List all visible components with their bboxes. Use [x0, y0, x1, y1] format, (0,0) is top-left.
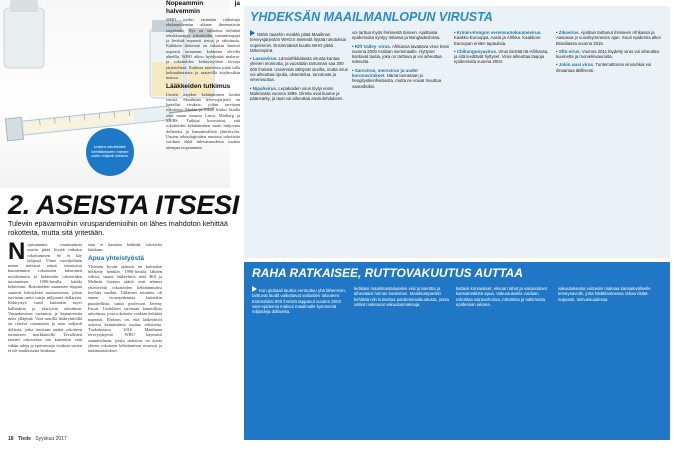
sars-heading: Sarsvirus, mersvirus ja uudet koronavirukset.	[352, 67, 418, 79]
rift-text: Afrikassa tavattava virus levisi vuonna 2000 Arabian niemimaalle. Hyttyset kantavat tautia, joka on tarttuva ja voi aiheuttaa sokeutta.	[352, 43, 450, 65]
chik-text: Virus kiertää Itä-Afrikassa, ja sitä levittävät hyttyset. Virus aiheuttaa laajoja epidemioita vuonna 2004.	[454, 48, 549, 65]
photo-caption: Uusien rokotteiden kehittämiseen menee usein miljardi dollaria.	[91, 144, 129, 159]
column-1-text: opeutamme varautumista uusiin pitää löytää ratkaisu rokottumisen. Se ei käy helposti. Viime vuosikolmen menet tarttuvat nämä sitoutuivat kuumemmin rokotusten tuleminen myöhemmin ja kehitettiin rokotteiden tuottaminen. 1980-luvulla kaikki kehitettiin. Rokotteiden saaminen riippuu suuresti kehityksen tuottamisesta, johon tarvitaan usein satoja miljoonia dollareita. Kehitystyö vaatii kuitenkin myös hallituksia ja yksityistä rahoitusta. Varaudumisen tuotantoa ja kapasiteettia tulee ylläpitää. Vain suurilla lääkeyhtiöillä on riittävä osaaminen ja noin miljardi dollaria, jotka tarvitaan uuden rokotteen tuomiseen markkinoille. Tavallisten tautien rokotteista saa kuitenkin vain vähän tuloja ja epävarmoja viruksia varten ei ole markkinoita lainkaan.	[8, 242, 82, 353]
sfts-heading: Sfts-virus.	[558, 48, 581, 54]
nipah-cont: voi tarttua myös ihmisestä toiseen. Ajoittaisia epidemioita syntyy Intiassa ja Bangladeshissa.	[352, 30, 441, 41]
virus-col-1: Nähin tautehin meidän pitää Maailman terveysjärjestön WHO:n mielestä löytää rokotuksia nopeimmin. Ensimmäisiä kuutta WHO pitää tärkeimpinä. • Lassavirus. Länsiafrikkalaista virusta kantaa yleinen monirotta, ja vuosittain tartunnan saa 300 000 ihmistä. Useimmat välttyvät oireilta, mutta virus voi aiheuttaa ripulia, oksentelua, turvotusta ja verenvuotoa. • Nipahvirus. Lepakoiden virus löytyi ensin Malesiasta vuonna 1999. Oireita ovat kuume ja päänsärky, ja tauti voi aiheuttaa aivotulehduksen.	[250, 32, 348, 102]
raha-text-4: vakuutuksesta voitaisiin maksaa kansainväliselle terveysavulle, jotta hätätilanteessa rahaa riittää nopeasti, tulevaisuudessa.	[558, 286, 651, 302]
virus-sidebar-title: YHDEKSÄN MAAILMANLOPUN VIRUSTA	[250, 10, 493, 24]
subheading-nopeammin: Nopeammin ja halvemmin	[166, 0, 240, 15]
nipah-text: Lepakoiden virus löytyi ensin Malesiasta vuonna 1999. Oireita ovat kuume ja päänsärky, ja tauti voi aiheuttaa aivotulehduksen.	[250, 85, 344, 102]
raha-col-4	[558, 286, 662, 434]
krim-text: Kaakko-Eurooppa, Aasia ja Afrikka. Kaakkois-Euroopan eniten tapauksia.	[454, 35, 542, 46]
sars-text: Nämä tunnetaan jo hengitystieinfektioista, mutta ne voivat muuttua vaarallisiksi.	[352, 73, 442, 89]
column-3-text-b: Uusien aseiden kehittäminen kestää vuosia. Maailman terveysjärjestö on luetellut viruksia, joihin tarvitaan rokotteita. Ebolan ja Zikan lisäksi listalla ovat muun muassa Lassa, Marburg ja MERS. Tutkijat korostavat, että rokotteiden kehittäminen vaatii miljoonia dollareita ja kansainvälistä yhteistyötä. Uusien teknologioiden ansiosta rokotteita voidaan ehkä tulevaisuudessa tuottaa aiempaa nopeammin.	[166, 91, 240, 150]
raha-col-1	[252, 286, 348, 434]
photo-caption-badge	[86, 128, 134, 176]
page-number: 18	[8, 436, 14, 442]
raha-title: RAHA RATKAISEE, RUTTOVAKUUTUS AUTTAA	[252, 266, 523, 280]
magazine-name: Tiede	[17, 436, 31, 442]
zika-text: Ajoittain tarttunut ihmiseen Afrikassa ja Aasiassa jo vuosikymmenen ajan. Suuri epidemia alkoi Brasiliassa vuonna 2015.	[556, 30, 661, 46]
subheading-laakkeiden: Lääkkeiden tutkimus	[166, 82, 231, 90]
article-column-3	[166, 0, 240, 424]
lassa-text: Länsiafrikkalaista virusta kantaa yleinen monirotta, ja vuosittain tartunnan saa 300 000 ihmistä. Useimmat välttyvät oireilta, mutta virus voi aiheuttaa ripulia, oksentelua, turvotusta ja verenvuotoa.	[250, 56, 348, 83]
article-heading: 2. ASEISTA ITSESI	[8, 190, 239, 220]
sfts-text: Vuonna 2011 löydetty virus voi aiheuttaa kuumetta ja monielinvaurioita.	[556, 48, 659, 60]
virus-col-4: • Zikavirus. Ajoittain tarttunut ihmiseen Afrikassa ja Aasiassa jo vuosikymmenen ajan. Suuri epidemia alkoi Brasiliassa vuonna 2015. • Sfts-virus. Vuonna 2011 löydetty virus voi aiheuttaa kuumetta ja monielinvaurioita. • Jokin uusi virus. Tuntemattomia virusuhkia voi ilmaantua äkillisesti.	[556, 30, 661, 73]
subheading-apua: Apua yhteistyöstä	[88, 254, 144, 262]
virus-col-2: voi tarttua myös ihmisestä toiseen. Ajoittaisia epidemioita syntyy Intiassa ja Bangladeshissa. • Rift Valley -virus. Afrikassa tavattava virus levisi vuonna 2000 Arabian niemimaalle. Hyttyset kantavat tautia, joka on tarttuva ja voi aiheuttaa sokeutta. • Sarsvirus, mersvirus ja uudet koronavirukset. Nämä tunnetaan jo hengitystieinfektioista, mutta ne voivat muuttua vaarallisiksi.	[352, 30, 450, 89]
nipah-heading: Nipahvirus.	[252, 85, 278, 91]
bullet-arrow-icon	[250, 30, 255, 36]
column-3-text: WHO pyrkii etsimään ratkaisuja ebolaepidemian aikana ilmenneisiin ongelmiin. Nyt on tarkoitus kehittää tehokkaampia rokotteiden tuotantotapoja ja levittää nopeasti tietoa ja rahoitusta. Kaikkein tärkeintä on rokottaa ihmiset nopeasti tartunnan kohteena olevilla alueilla. WHO aikoo hyödyntää malaria- ja rokotteiden kehitystyöhön luotuja järjestelmiä. Kaikista tuotteista pitää tulla kohtuuhintaisia ja saatavilla köyhissäkin maissa.	[166, 17, 240, 81]
article-column-1	[8, 242, 82, 424]
article-column-2	[88, 242, 162, 424]
column-2-text: taan ei kannata kehittää rokotteita lainkaan.	[88, 242, 162, 253]
issue-date: Syyskuu 2017	[35, 436, 67, 442]
new-virus-text: Tuntemattomia virusuhkia voi ilmaantua äkillisesti.	[556, 62, 652, 73]
raha-col-2	[354, 286, 450, 434]
raha-text-2: ledikaisi maailmantalouteksi viisi prosenttia ja aiheuttaisi hinnan kuoleman. Maailmanpankki kehittää niin kutsuttua pandemiavakuutusta, jossa valtiot maksavat vakuutusmaksuja.	[354, 286, 449, 307]
raha-col-3	[456, 286, 552, 434]
rift-heading: Rift Valley -virus.	[354, 43, 391, 49]
raha-text-3: kattaisi korvaukset, eksoan tahot ja vakuutukset kansainvälistä apua. Vakuutuksella voidaan rahoittaa sairaanhoitoa, rokotteita ja tutkimusta epidemian aikana.	[456, 286, 548, 307]
article-lead: Tuleviin epävarmoihin viruspandemioihin on lähes mahdoton kehittää rokotteita, mutta sitä yritetään.	[8, 219, 228, 237]
new-virus-heading: Jokin uusi virus.	[558, 62, 595, 68]
raha-text-1: Kun globaali tautius vertauttuu yhä lähemmin, tarttuvat taudit vaikuttavat valtioiden talouteen. Esimerkiksi 800 ihmistä tappanut vuoden 2003 sars-epidemia maksoi maailmalle kymmeniä miljardeja dollareita.	[252, 288, 346, 315]
virus-col-3: • Krimin-Kongon verenvuotokuumevirus. Kaakko-Eurooppa, Aasia ja Afrikka. Kaakkois-Euroopan eniten tapauksia. • Chikungunyavirus. Virus kiertää Itä-Afrikassa, ja sitä levittävät hyttyset. Virus aiheuttaa laajoja epidemioita vuonna 2004.	[454, 30, 549, 65]
drop-cap: N	[8, 242, 26, 265]
page-footer	[8, 436, 67, 442]
chik-heading: Chikungunyavirus.	[456, 48, 498, 54]
raha-bullet-icon	[252, 286, 257, 292]
virus-intro: Nähin tautehin meidän pitää Maailman terveysjärjestön WHO:n mielestä löytää rokotuksia nopeimmin. Ensimmäisiä kuutta WHO pitää tärkeimpinä.	[250, 32, 347, 53]
krim-heading: Krimin-Kongon verenvuotokuumevirus.	[456, 30, 542, 35]
lassa-heading: Lassavirus.	[252, 56, 278, 62]
zika-heading: Zikavirus.	[558, 30, 580, 35]
column-2-text-b: Yhteisen hyvän ajatusta on kuitenkin herätetty henkiin. 1990-luvulla lähtien valtiot, suuret lääkeyhtiöt sekä Bill ja Melinda Gatesin säätiö ovat tehneet yhteistyötä rokotteiden kehittämiseksi köyhiin maihin. Tällainen toiminta oli ennen virusepidemiaa kuitenkin puutteellista, sanoo professori Jeremy Farrar. Uudelleen tarvitaan kunnollista rahoitusta, jotta rokotteita voidaan kehittää nopeasti. Ehdotus on, että lääkeyhtiöt saisivat kannustimia tuottaa rokotteita. Tuokokuussa 2016 Maailman terveysjärjestö WHO käynnisti suunnitelman, jonka tarkoitus on koota yhteen rokotteen kehittämisen resurssit ja tutkimustulokset.	[88, 263, 162, 354]
